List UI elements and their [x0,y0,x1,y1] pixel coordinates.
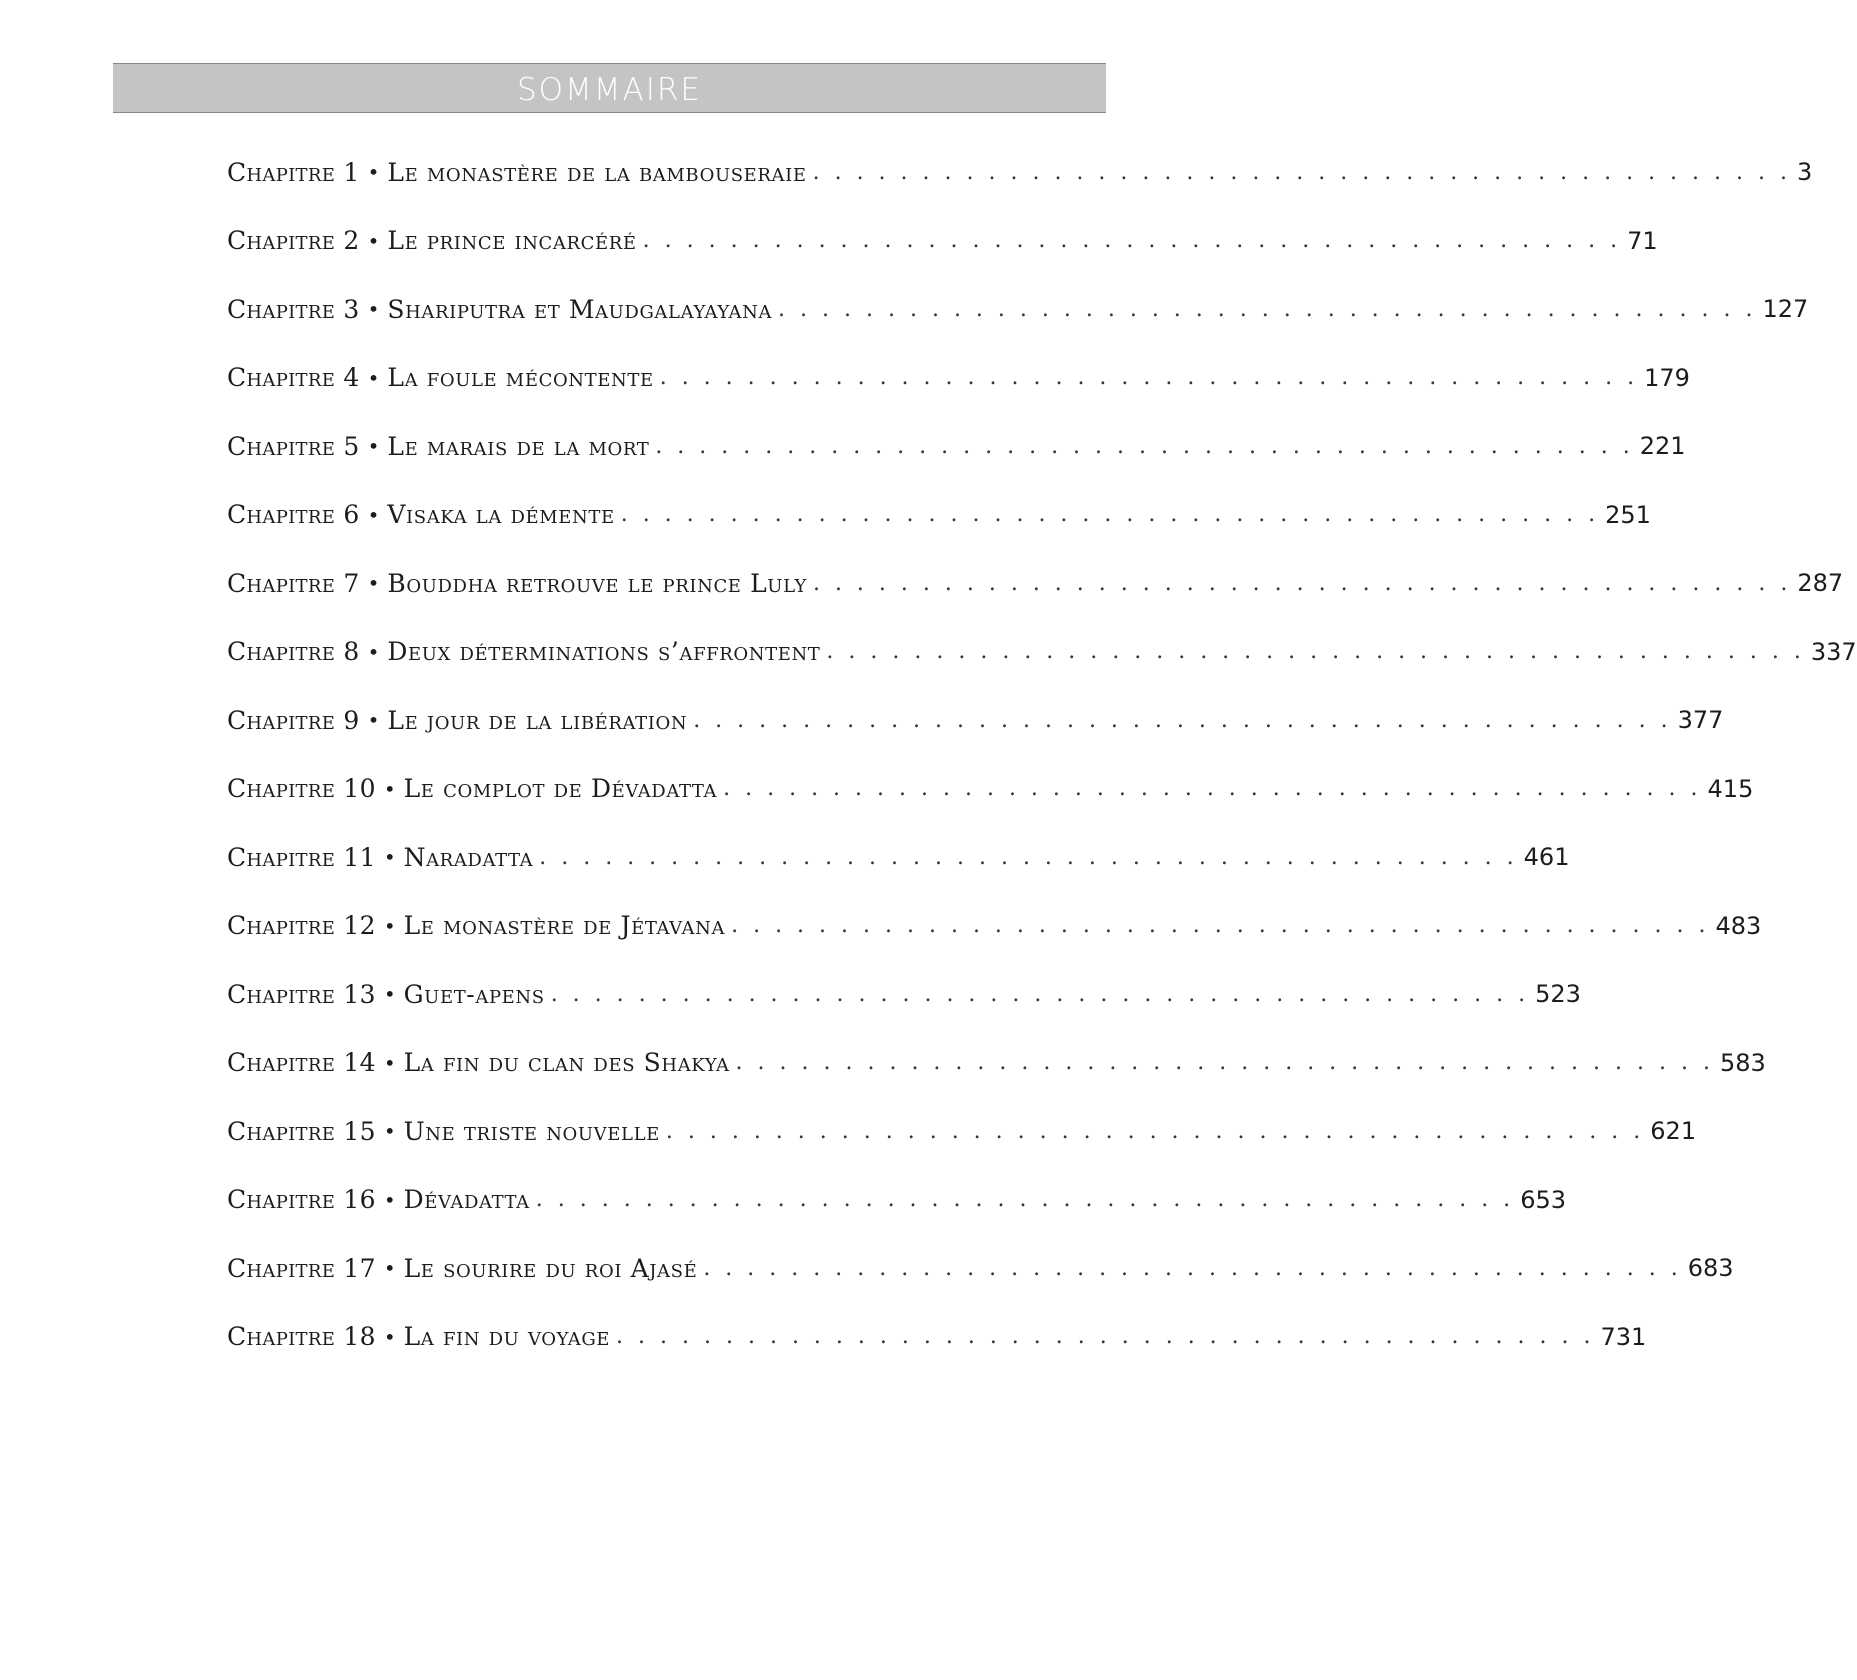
page-title: SOMMAIRE [516,72,703,108]
chapter-label: Chapitre 15 [227,1116,376,1146]
bullet-separator: • [383,776,396,801]
page-number: 483 [1715,911,1762,940]
chapter-label: Chapitre 5 [227,431,360,461]
dot-leader [813,571,1791,596]
chapter-title: La foule mécontente [387,363,654,393]
page-number: 179 [1644,363,1690,392]
page-number: 71 [1627,226,1658,255]
chapter-title: Le monastère de Jétavana [403,911,726,941]
dot-leader [536,1187,1514,1212]
chapter-label: Chapitre 3 [227,294,360,324]
dot-leader [826,639,1804,664]
chapter-title: La fin du clan des Shakya [403,1048,730,1078]
toc-entry[interactable] [227,686,1724,755]
chapter-title: Le sourire du roi Ajasé [403,1253,698,1283]
toc-entry[interactable] [227,549,1844,618]
page-number: 221 [1639,432,1686,461]
chapter-label: Chapitre 10 [227,774,376,804]
page-number: 415 [1707,774,1754,803]
bullet-separator: • [367,502,380,527]
toc-entry[interactable] [227,412,1686,481]
chapter-title: Dévadatta [403,1185,530,1215]
bullet-separator: • [367,297,380,322]
toc-entry[interactable] [227,275,1809,344]
toc-entry[interactable] [227,344,1690,413]
page-number: 731 [1600,1322,1647,1351]
dot-leader [813,160,1791,185]
chapter-label: Chapitre 11 [227,842,376,872]
toc-entry[interactable] [227,618,1857,687]
page-number: 653 [1520,1185,1566,1214]
chapter-title: Shariputra et Maudgalayayana [387,294,773,324]
chapter-label: Chapitre 4 [227,363,360,393]
chapter-label: Chapitre 14 [227,1048,376,1078]
chapter-label: Chapitre 9 [227,705,360,735]
toc-entry[interactable] [227,960,1581,1029]
chapter-title: Le complot de Dévadatta [403,774,718,804]
bullet-separator: • [367,571,380,596]
page-number: 337 [1810,637,1857,666]
chapter-title: Naradatta [403,842,534,872]
chapter-title: Guet-apens [403,979,545,1009]
toc-entry[interactable] [227,755,1754,824]
page-number: 683 [1687,1254,1734,1283]
chapter-label: Chapitre 17 [227,1253,376,1283]
chapter-label: Chapitre 12 [227,911,376,941]
bullet-separator: • [367,434,380,459]
bullet-separator: • [383,845,396,870]
chapter-title: Visaka la démente [387,500,615,530]
chapter-title: Le jour de la libération [387,705,688,735]
chapter-label: Chapitre 6 [227,500,360,530]
toc-entry[interactable] [227,1097,1697,1166]
bullet-separator: • [367,365,380,390]
dot-leader [736,1050,1714,1075]
bullet-separator: • [367,228,380,253]
toc-entry[interactable] [227,1029,1766,1098]
dot-leader [539,845,1517,870]
dot-leader [616,1324,1594,1349]
page-number: 523 [1535,980,1581,1009]
dot-leader [643,228,1621,253]
page-number: 287 [1797,569,1844,598]
toc-entry[interactable] [227,207,1658,276]
bullet-separator: • [383,913,396,938]
chapter-label: Chapitre 7 [227,568,360,598]
bullet-separator: • [383,1187,396,1212]
chapter-label: Chapitre 13 [227,979,376,1009]
chapter-label: Chapitre 1 [227,157,360,187]
chapter-title: Le prince incarcéré [387,226,637,256]
dot-leader [723,776,1701,801]
page-number: 583 [1719,1048,1766,1077]
toc-entry[interactable] [227,1303,1647,1372]
chapter-title: Bouddha retrouve le prince Luly [387,568,807,598]
table-of-contents [227,138,1857,1371]
bullet-separator: • [367,639,380,664]
dot-leader [551,982,1529,1007]
bullet-separator: • [383,1119,396,1144]
bullet-separator: • [383,982,396,1007]
header-band [113,63,1106,113]
toc-entry[interactable] [227,1234,1734,1303]
chapter-label: Chapitre 8 [227,637,360,667]
dot-leader [660,365,1638,390]
dot-leader [703,1256,1681,1281]
chapter-label: Chapitre 2 [227,226,360,256]
dot-leader [666,1119,1644,1144]
toc-entry[interactable] [227,823,1570,892]
dot-leader [655,434,1633,459]
toc-entry[interactable] [227,138,1813,207]
page-number: 621 [1650,1117,1697,1146]
dot-leader [693,708,1671,733]
bullet-separator: • [383,1324,396,1349]
dot-leader [621,502,1599,527]
page-number: 251 [1605,500,1651,529]
page-number: 3 [1797,158,1813,187]
chapter-label: Chapitre 18 [227,1322,376,1352]
toc-entry[interactable] [227,1166,1566,1235]
toc-entry[interactable] [227,892,1762,961]
chapter-title: Deux déterminations s’affrontent [387,637,821,667]
dot-leader [778,297,1756,322]
bullet-separator: • [367,708,380,733]
bullet-separator: • [383,1050,396,1075]
chapter-title: Le marais de la mort [387,431,650,461]
toc-entry[interactable] [227,481,1651,550]
chapter-title: Le monastère de la bambouseraie [387,157,807,187]
chapter-label: Chapitre 16 [227,1185,376,1215]
bullet-separator: • [367,160,380,185]
bullet-separator: • [383,1256,396,1281]
chapter-title: La fin du voyage [403,1322,611,1352]
page-number: 127 [1762,295,1809,324]
page-number: 461 [1523,843,1570,872]
chapter-title: Une triste nouvelle [403,1116,660,1146]
dot-leader [731,913,1709,938]
page-number: 377 [1677,706,1724,735]
